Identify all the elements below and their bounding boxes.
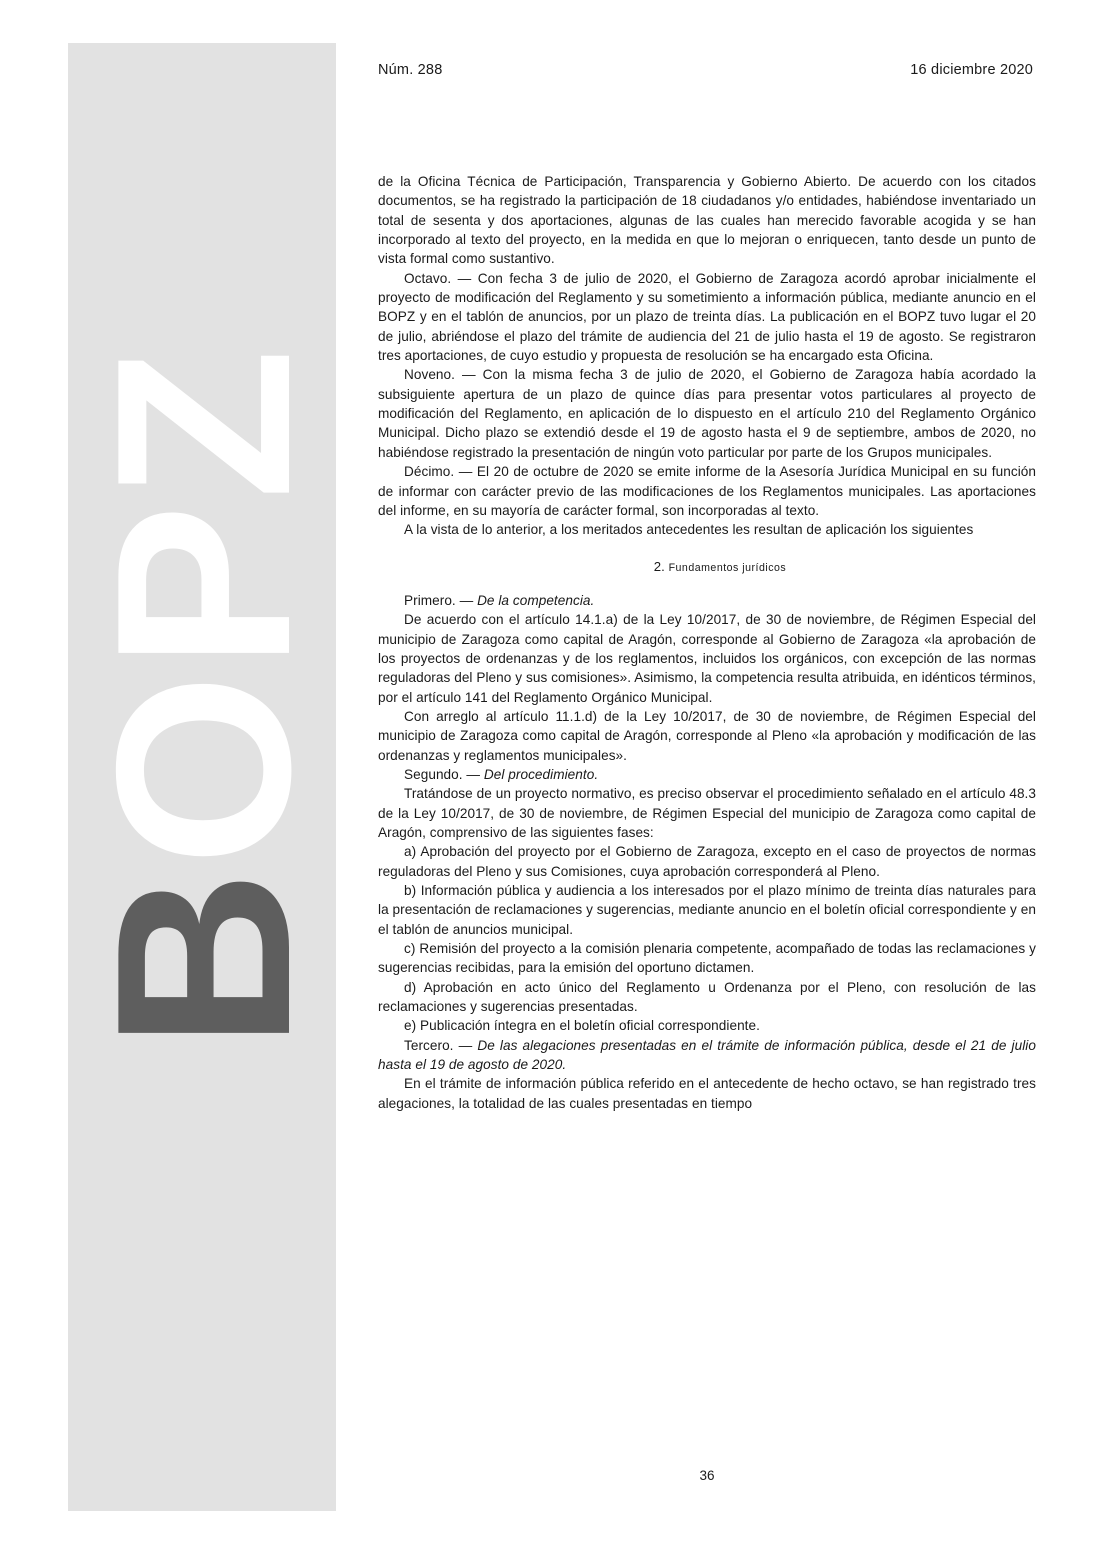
paragraph-fase-d: d) Aprobación en acto único del Reglamento u Ordenanza por el Pleno, con resolución de las reclamaciones y sugerencias presentadas. <box>378 979 1036 1015</box>
bulletin-date: 16 diciembre 2020 <box>910 62 1033 78</box>
paragraph-fase-c: c) Remisión del proyecto a la comisión plenaria competente, acompañado de todas las reclamaciones y sugerencias recibidas, para la emisión del oportuno dictamen. <box>378 941 1036 976</box>
section-heading-fundamentos <box>378 557 1036 578</box>
paragraph-fase-a: a) Aprobación del proyecto por el Gobierno de Zaragoza, excepto en el caso de proyectos de normas reguladoras del Pleno y sus Comisiones, cuya aprobación corresponderá al Pleno. <box>378 844 1036 879</box>
paragraph-fase-e: e) Publicación íntegra en el boletín oficial correspondiente. <box>404 1018 760 1034</box>
watermark-letter-b: B <box>64 866 342 1050</box>
paragraph-decimo: Décimo. — El 20 de octubre de 2020 se emite informe de la Asesoría Jurídica Municipal en su función de informar con carácter previo de las modificaciones de los Reglamentos municipales. Las aportaciones del informe, en su mayoría de carácter formal, son incorporadas al texto. <box>378 464 1036 518</box>
paragraph-alegaciones: En el trámite de información pública referido en el antecedente de hecho octavo, se han registrado tres alegaciones, la totalidad de las cuales presentadas en tiempo <box>378 1076 1036 1111</box>
label-tercero: Tercero. — <box>404 1037 478 1053</box>
paragraph-primero-title <box>378 591 1036 610</box>
bulletin-issue-number: Núm. 288 <box>378 62 443 78</box>
section-heading-text: Fundamentos jurídicos <box>668 561 787 574</box>
page-number: 36 <box>699 1468 715 1483</box>
section-heading-number: 2. <box>653 558 669 574</box>
label-segundo: Segundo. — <box>404 766 484 782</box>
paragraph-segundo-title <box>378 765 1036 784</box>
paragraph-tercero-title <box>378 1036 1036 1075</box>
bopz-watermark <box>64 307 342 1087</box>
paragraph-noveno: Noveno. — Con la misma fecha 3 de julio de 2020, el Gobierno de Zaragoza había acordado la subsiguiente apertura de un plazo de quince días para presentar votos particulares al proyecto de modificación del Reglamento, en aplicación de lo dispuesto en el artículo 210 del Reglamento Orgánico Municipal. Dicho plazo se extendió desde el 19 de agosto hasta el 9 de septiembre, ambos de 2020, no habiéndose registrado la presentación de ningún voto particular por parte de los Grupos municipales. <box>378 367 1036 460</box>
document-body <box>378 172 1036 1113</box>
italic-de-las-alegaciones: De las alegaciones presentadas en el trámite de información pública, desde el 21 de julio hasta el 19 de agosto de 2020. <box>378 1037 1036 1073</box>
paragraph-fase-b: b) Información pública y audiencia a los interesados por el plazo mínimo de treinta días naturales para la presentación de reclamaciones y sugerencias, mediante anuncio en el boletín oficial correspondiente y en el tablón de anuncios municipal. <box>378 883 1036 937</box>
italic-del-procedimiento: Del procedimiento. <box>483 766 599 782</box>
paragraph-procedimiento-intro: Tratándose de un proyecto normativo, es preciso observar el procedimiento señalado en el artículo 48.3 de la Ley 10/2017, de 30 de noviembre, de Régimen Especial del municipio de Zaragoza como capital de Aragón, comprensivo de las siguientes fases: <box>378 786 1036 840</box>
paragraph-continuation: de la Oficina Técnica de Participación, Transparencia y Gobierno Abierto. De acuerdo con los citados documentos, se ha registrado la participación de 18 ciudadanos y/o entidades, habiéndose inventariado un total de sesenta y dos aportaciones, algunas de las cuales han merecido favorable acogida y se han incorporado al texto del proyecto, en la medida en que lo mejoran o enriquecen, tanto desde un punto de vista formal como sustantivo. <box>378 174 1036 267</box>
page-header <box>378 62 1033 78</box>
paragraph-competencia-2: Con arreglo al artículo 11.1.d) de la Ley 10/2017, de 30 de noviembre, de Régimen Especial del municipio de Zaragoza como capital de Aragón, corresponde al Pleno «la aprobación y modificación de las ordenanzas y reglamentos municipales». <box>378 708 1036 763</box>
italic-de-la-competencia: De la competencia. <box>477 592 595 608</box>
paragraph-octavo: Octavo. — Con fecha 3 de julio de 2020, el Gobierno de Zaragoza acordó aprobar inicialmente el proyecto de modificación del Reglamento y su sometimiento a información pública, mediante anuncio en el BOPZ y en el tablón de anuncios, por un plazo de treinta días. La publicación en el BOPZ tuvo lugar el 20 de julio, abriéndose el plazo del trámite de audiencia del 21 de julio hasta el 19 de agosto. Se registraron tres aportaciones, de cuyo estudio y propuesta de resolución se ha encargado esta Oficina. <box>378 270 1036 364</box>
watermark-letters-opz: OPZ <box>64 344 342 867</box>
paragraph-competencia-1: De acuerdo con el artículo 14.1.a) de la Ley 10/2017, de 30 de noviembre, de Régimen Especial del municipio de Zaragoza como capital de Aragón, corresponde al Gobierno de Zaragoza «la aprobación de los proyectos de ordenanzas y de los reglamentos, incluidos los orgánicos, con excepción de las normas reguladoras del Pleno y sus comisiones». Asimismo, la competencia resulta atribuida, en idénticos términos, por el artículo 141 del Reglamento Orgánico Municipal. <box>378 612 1036 705</box>
paragraph-cierre-antecedentes: A la vista de lo anterior, a los meritados antecedentes les resultan de aplicación los siguientes <box>404 522 974 538</box>
sidebar-band <box>64 43 342 1511</box>
label-primero: Primero. — <box>404 592 478 608</box>
